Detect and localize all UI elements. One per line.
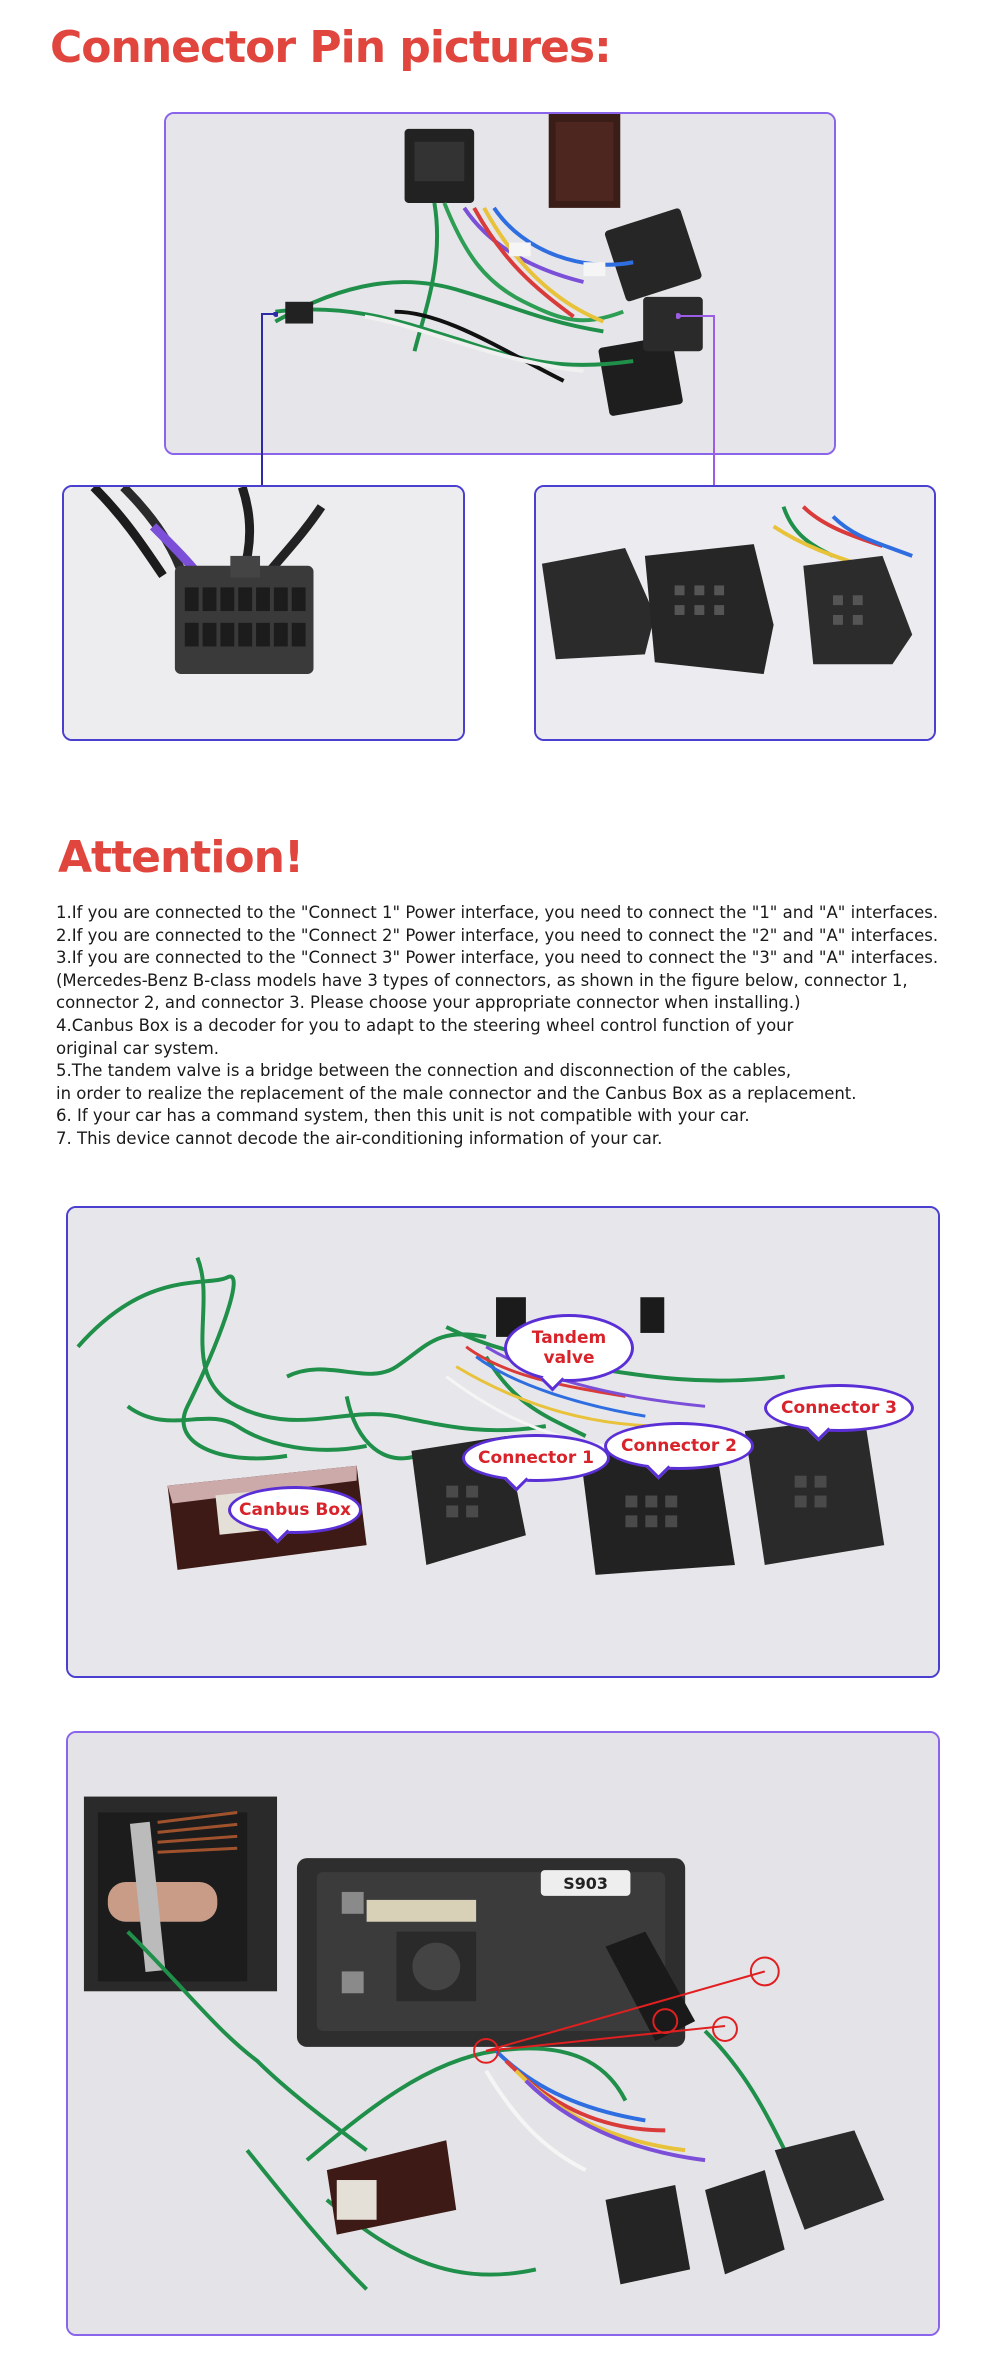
attention-heading: Attention! [58,832,304,883]
device-model-label: S903 [563,1873,608,1893]
note-line: 1.If you are connected to the "Connect 1" Power interface, you need to connect the "1" and "A" interfaces. [56,903,939,922]
note-line: 5.The tandem valve is a bridge between the connection and disconnection of the cables, [56,1061,792,1081]
callout-canbus-box: Canbus Box [228,1486,362,1534]
note-line: 2.If you are connected to the "Connect 2" Power interface, you need to connect the "2" and "A" interfaces. [56,925,939,945]
callout-connector-1: Connector 1 [462,1434,610,1482]
note-line: connector 2, and connector 3. Please choose your appropriate connector when installing.) [56,993,801,1013]
callout-connector-2: Connector 2 [604,1422,754,1470]
callout-connector-3: Connector 3 [764,1384,914,1432]
note-line: in order to realize the replacement of the male connector and the Canbus Box as a replacement. [56,1083,857,1103]
labeled-harness-photo [66,1206,940,1678]
iso-connector-photo [62,485,465,741]
installed-unit-photo [66,1731,940,2336]
attention-notes [56,902,986,1151]
note-line: (Mercedes-Benz B-class models have 3 types of connectors, as shown in the figure below, connector 1, [56,970,908,990]
leader-line-left [258,312,278,488]
note-line: 7. This device cannot decode the air-conditioning information of your car. [56,1128,663,1148]
leader-line-right [676,312,720,488]
note-line: 3.If you are connected to the "Connect 3" Power interface, you need to connect the "3" and "A" interfaces. [56,948,939,968]
callout-tandem-valve: Tandem valve [504,1314,634,1382]
note-line: 6. If your car has a command system, then this unit is not compatible with your car. [56,1106,750,1126]
connector-pin-pictures-heading: Connector Pin pictures: [50,22,611,73]
quadlock-connectors-photo [534,485,936,741]
note-line: 4.Canbus Box is a decoder for you to adapt to the steering wheel control function of your [56,1015,794,1035]
note-line: original car system. [56,1038,220,1058]
